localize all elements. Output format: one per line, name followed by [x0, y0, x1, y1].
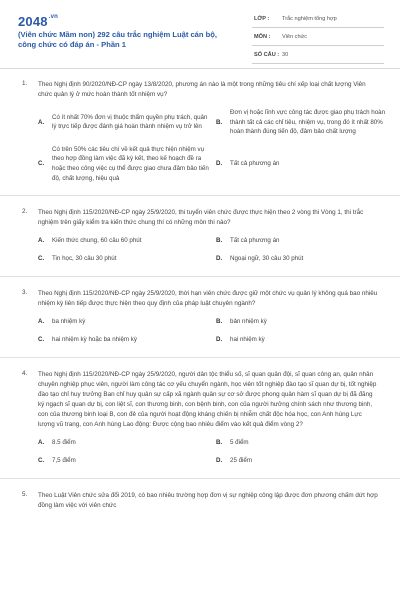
answer-option-d[interactable] — [216, 254, 388, 264]
answer-option-b[interactable] — [216, 317, 388, 327]
question-item — [0, 491, 400, 511]
meta-info — [252, 12, 384, 66]
answer-option-d[interactable] — [216, 335, 388, 345]
option-text: Có ít nhất 70% đơn vị thuộc thẩm quyền phụ trách, quản lý trực tiếp được đánh giá hoàn thành nhiệm vụ trở lên — [52, 113, 208, 131]
question-item — [0, 208, 400, 272]
question-text: Theo Nghị định 115/2020/NĐ-CP ngày 25/9/2020, người dân tộc thiểu số, sĩ quan quân đội, sĩ quan công an, quân nhân chuyên nghiệp phục viên, người làm công tác cơ yếu chuyển ngành, học viên tốt nghiệp đào tạo sĩ quan dự bị, tốt nghiệp đào tạo chỉ huy trưởng Ban chỉ huy quân sự cấp xã ngành quân sự cơ sở được phong quân hàm sĩ quan dự bị đã đăng ký ngạch sĩ quan dự bị, con liệt sĩ, con thương binh, con bệnh binh, con của người hưởng chính sách như thương binh, con của thương binh loại B, con đẻ của người hoạt động kháng chiến bị nhiễm chất độc hóa học, con Anh hùng Lực lượng vũ trang, con Anh hùng Lao động: Được cộng bao nhiêu điểm vào kết quả điểm vòng 2? — [38, 371, 377, 429]
question-number: 5. — [22, 491, 28, 499]
question-number: 2. — [22, 208, 28, 216]
answer-option-a[interactable] — [38, 317, 210, 327]
meta-key: LỚP : — [254, 16, 270, 22]
option-label: B. — [216, 439, 223, 447]
option-label: A. — [38, 439, 45, 447]
option-label: B. — [216, 318, 223, 326]
option-text: Tất cả phương án — [230, 237, 280, 245]
option-text: 7,5 điểm — [52, 457, 76, 465]
option-label: C. — [38, 457, 45, 465]
option-text: Ngoại ngữ, 30 câu 30 phút — [230, 255, 304, 263]
meta-row-subject — [252, 30, 384, 46]
meta-value: Viên chức — [282, 34, 308, 40]
question-item — [0, 370, 400, 474]
document-title: (Viên chức Mầm non) 292 câu trắc nghiệm Luật cán bộ, công chức có đáp án - Phần 1 — [18, 30, 218, 49]
question-text: Theo Luật Viên chức sửa đổi 2019, có bao nhiêu trường hợp đơn vị sự nghiệp công lập được đơn phương chấm dứt hợp đồng làm việc với viên chức — [38, 492, 378, 510]
option-label: D. — [216, 457, 223, 465]
question-list — [0, 80, 400, 511]
option-text: Tin học, 30 câu 30 phút — [52, 255, 117, 263]
answer-options — [38, 317, 380, 353]
answer-option-d[interactable] — [216, 145, 388, 183]
option-label: D. — [216, 160, 223, 168]
option-label: B. — [216, 237, 223, 245]
answer-option-b[interactable] — [216, 438, 388, 448]
answer-option-c[interactable] — [38, 456, 210, 466]
question-text: Theo Nghị định 115/2020/NĐ-CP ngày 25/9/2020, thời hạn viên chức được giữ một chức vụ quản lý không quá bao nhiêu nhiệm kỳ liên tiếp được thực hiện theo quy định của pháp luật chuyên ngành? — [38, 290, 378, 308]
option-label: D. — [216, 336, 223, 344]
question-divider — [0, 195, 400, 196]
logo-main: 2048 — [18, 14, 48, 29]
option-text: Có trên 50% các tiêu chí về kết quả thực hiện nhiệm vụ theo hợp đồng làm việc đã ký kết, theo kế hoạch đề ra hoặc theo công việc cụ thể được giao chưa đảm bảo tiến độ, chất lượng, hiệu quả — [52, 145, 209, 182]
answer-options — [38, 438, 380, 474]
answer-option-b[interactable] — [216, 108, 388, 137]
site-logo[interactable] — [18, 14, 58, 29]
meta-row-class — [252, 12, 384, 28]
answer-option-a[interactable] — [38, 236, 210, 246]
option-text: Đơn vị hoặc lĩnh vực công tác được giao phụ trách hoàn thành tất cả các chỉ tiêu, nhiệm vụ, trong đó ít nhất 80% hoàn thành đúng tiến độ, đảm bảo chất lượng — [230, 109, 386, 136]
question-divider — [0, 276, 400, 277]
question-divider — [0, 357, 400, 358]
option-text: hai nhiệm kỳ — [230, 336, 265, 344]
question-number: 4. — [22, 370, 28, 378]
logo-suffix: .vn — [48, 14, 59, 20]
option-text: Tất cả phương án — [230, 160, 280, 168]
meta-value: 30 — [282, 52, 289, 58]
option-text: 8.5 điểm — [52, 439, 76, 447]
meta-key: MÔN : — [254, 34, 271, 40]
option-label: A. — [38, 318, 45, 326]
answer-options — [38, 108, 386, 191]
option-text: ba nhiệm kỳ — [52, 318, 86, 326]
question-text: Theo Nghị định 115/2020/NĐ-CP ngày 25/9/2020, thi tuyển viên chức được thực hiện theo 2 vòng thi Vòng 1, thi trắc nghiệm trên giấy kiểm tra kiến thức chung thí có những môn thi nào? — [38, 209, 364, 227]
document-header — [0, 0, 400, 69]
question-number: 3. — [22, 289, 28, 297]
answer-option-d[interactable] — [216, 456, 388, 466]
answer-option-c[interactable] — [38, 254, 210, 264]
answer-option-c[interactable] — [38, 145, 210, 183]
answer-option-b[interactable] — [216, 236, 388, 246]
meta-value: Trắc nghiệm tổng hợp — [282, 16, 337, 22]
option-label: C. — [38, 255, 45, 263]
option-label: D. — [216, 255, 223, 263]
option-label: C. — [38, 336, 45, 344]
meta-row-count — [252, 48, 384, 64]
question-number: 1. — [22, 80, 28, 87]
option-text: 5 điểm — [230, 439, 249, 447]
option-label: A. — [38, 237, 45, 245]
option-label: A. — [38, 118, 45, 126]
question-item — [0, 289, 400, 353]
option-label: B. — [216, 118, 223, 126]
question-item — [0, 80, 400, 191]
question-divider — [0, 478, 400, 479]
answer-option-a[interactable] — [38, 438, 210, 448]
answer-option-a[interactable] — [38, 108, 210, 137]
option-text: hai nhiệm kỳ hoặc ba nhiệm kỳ — [52, 336, 137, 344]
option-text: bản nhiệm kỳ — [230, 318, 267, 326]
meta-key: SỐ CÂU : — [254, 52, 280, 58]
answer-option-c[interactable] — [38, 335, 210, 345]
option-text: 25 điểm — [230, 457, 253, 465]
option-text: Kiến thức chung, 60 câu 60 phút — [52, 237, 142, 245]
option-label: C. — [38, 160, 45, 168]
question-text: Theo Nghị định 90/2020/NĐ-CP ngày 13/8/2020, phương án nào là một trong những tiêu chí xếp loại chất lượng Viên chức quản lý ở mức hoàn thành tốt nhiệm vụ? — [38, 81, 366, 98]
answer-options — [38, 236, 380, 272]
